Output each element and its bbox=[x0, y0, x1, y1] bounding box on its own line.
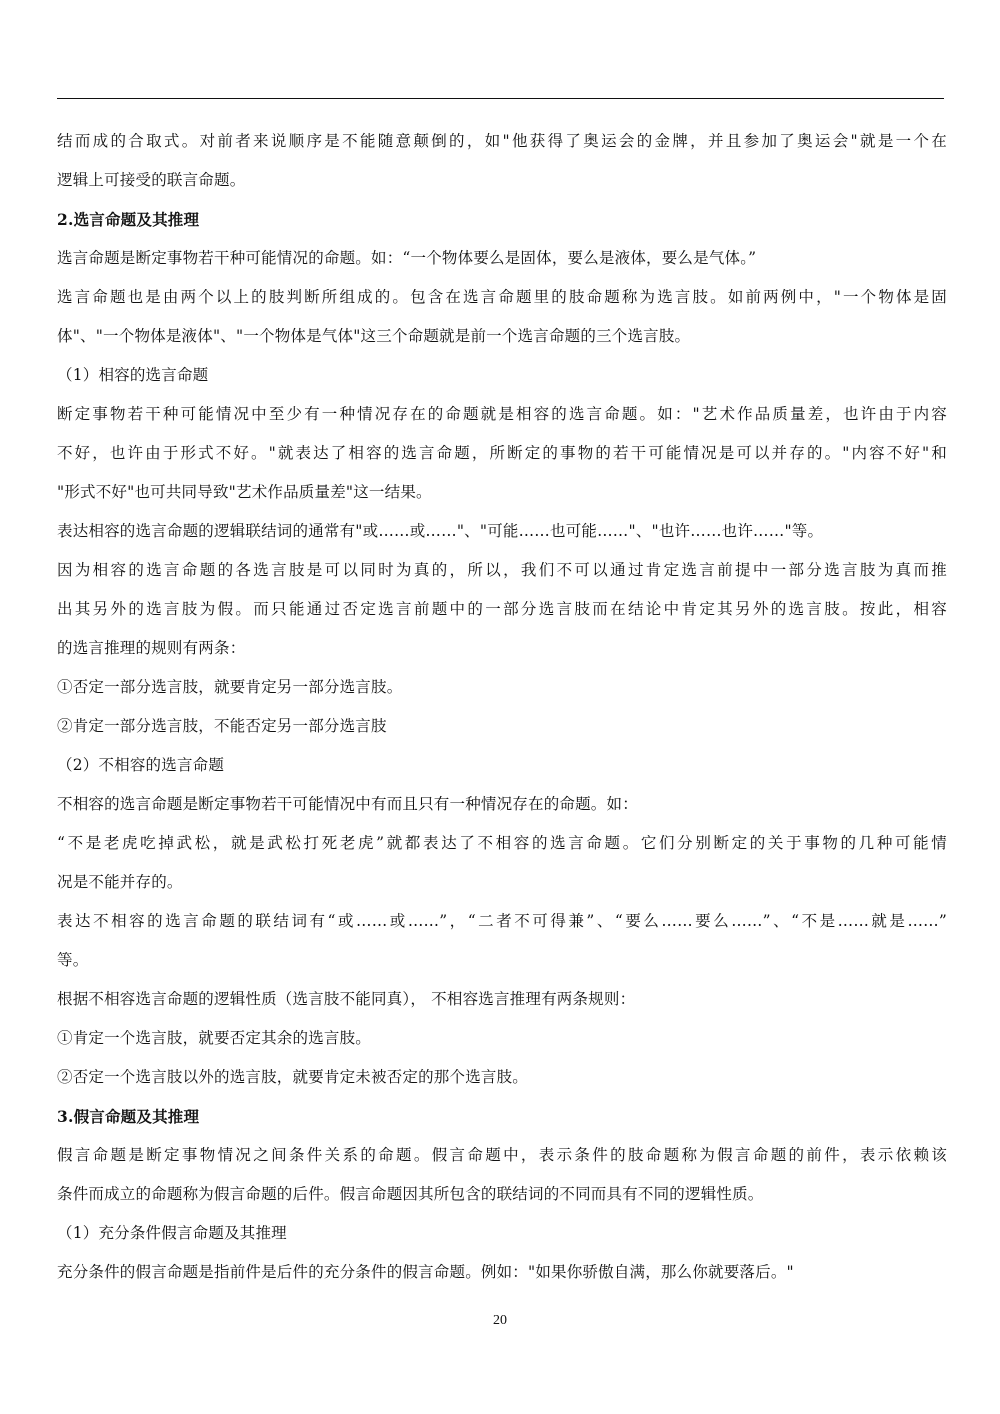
text-line: ②否定一个选言肢以外的选言肢，就要肯定未被否定的那个选言肢。 bbox=[57, 1068, 529, 1086]
section-heading: 3.假言命题及其推理 bbox=[57, 1107, 200, 1126]
text-line: 逻辑上可接受的联言命题。 bbox=[57, 171, 246, 189]
text-line: （1）相容的选言命题 bbox=[57, 366, 209, 384]
text-line: 表达相容的选言命题的逻辑联结词的通常有"或……或……"、"可能……也可能……"、"也许……也许……"等。 bbox=[57, 522, 824, 540]
header-rule bbox=[57, 98, 944, 99]
text-line: （1）充分条件假言命题及其推理 bbox=[57, 1224, 287, 1242]
text-line: 假言命题是断定事物情况之间条件关系的命题。假言命题中，表示条件的肢命题称为假言命题的前件，表示依赖该 bbox=[57, 1146, 947, 1164]
page-number: 20 bbox=[493, 1313, 507, 1328]
text-line: 不相容的选言命题是断定事物若干可能情况中有而且只有一种情况存在的命题。如： bbox=[57, 795, 638, 813]
text-line: 根据不相容选言命题的逻辑性质（选言肢不能同真）， 不相容选言推理有两条规则： bbox=[57, 990, 636, 1008]
text-line: "形式不好"也可共同导致"艺术作品质量差"这一结果。 bbox=[57, 483, 432, 501]
text-line: 出其另外的选言肢为假。而只能通过否定选言前题中的一部分选言肢而在结论中肯定其另外的选言肢。按此，相容 bbox=[57, 600, 947, 618]
text-line: 况是不能并存的。 bbox=[57, 873, 183, 891]
text-line: （2）不相容的选言命题 bbox=[57, 756, 225, 774]
text-line: 条件而成立的命题称为假言命题的后件。假言命题因其所包含的联结词的不同而具有不同的逻辑性质。 bbox=[57, 1185, 764, 1203]
text-line: 选言命题也是由两个以上的肢判断所组成的。包含在选言命题里的肢命题称为选言肢。如前两例中，"一个物体是固 bbox=[57, 288, 947, 306]
text-line: 断定事物若干种可能情况中至少有一种情况存在的命题就是相容的选言命题。如："艺术作品质量差，也许由于内容 bbox=[57, 405, 947, 423]
text-line: ②肯定一部分选言肢，不能否定另一部分选言肢 bbox=[57, 717, 387, 735]
text-line: ①肯定一个选言肢，就要否定其余的选言肢。 bbox=[57, 1029, 372, 1047]
section-heading: 2.选言命题及其推理 bbox=[57, 210, 200, 229]
text-line: 因为相容的选言命题的各选言肢是可以同时为真的，所以，我们不可以通过肯定选言前提中一部分选言肢为真而推 bbox=[57, 561, 947, 579]
text-line: 体"、"一个物体是液体"、"一个物体是气体"这三个命题就是前一个选言命题的三个选言肢。 bbox=[57, 327, 691, 345]
text-line: 结而成的合取式。对前者来说顺序是不能随意颠倒的，如"他获得了奥运会的金牌，并且参加了奥运会"就是一个在 bbox=[57, 132, 947, 150]
text-line: 表达不相容的选言命题的联结词有“或……或……”，“二者不可得兼”、“要么……要么……”、“不是……就是……” bbox=[57, 912, 947, 930]
text-line: 充分条件的假言命题是指前件是后件的充分条件的假言命题。例如："如果你骄傲自满，那么你就要落后。" bbox=[57, 1263, 794, 1281]
text-line: 选言命题是断定事物若干种可能情况的命题。如：“一个物体要么是固体，要么是液体，要么是气体。” bbox=[57, 249, 757, 267]
text-line: ①否定一部分选言肢，就要肯定另一部分选言肢。 bbox=[57, 678, 403, 696]
text-line: “不是老虎吃掉武松，就是武松打死老虎”就都表达了不相容的选言命题。它们分别断定的关于事物的几种可能情 bbox=[57, 834, 947, 852]
text-line: 的选言推理的规则有两条： bbox=[57, 639, 246, 657]
text-line: 等。 bbox=[57, 951, 89, 969]
document-body bbox=[57, 122, 947, 1292]
text-line: 不好，也许由于形式不好。"就表达了相容的选言命题，所断定的事物的若干可能情况是可以并存的。"内容不好"和 bbox=[57, 444, 947, 462]
